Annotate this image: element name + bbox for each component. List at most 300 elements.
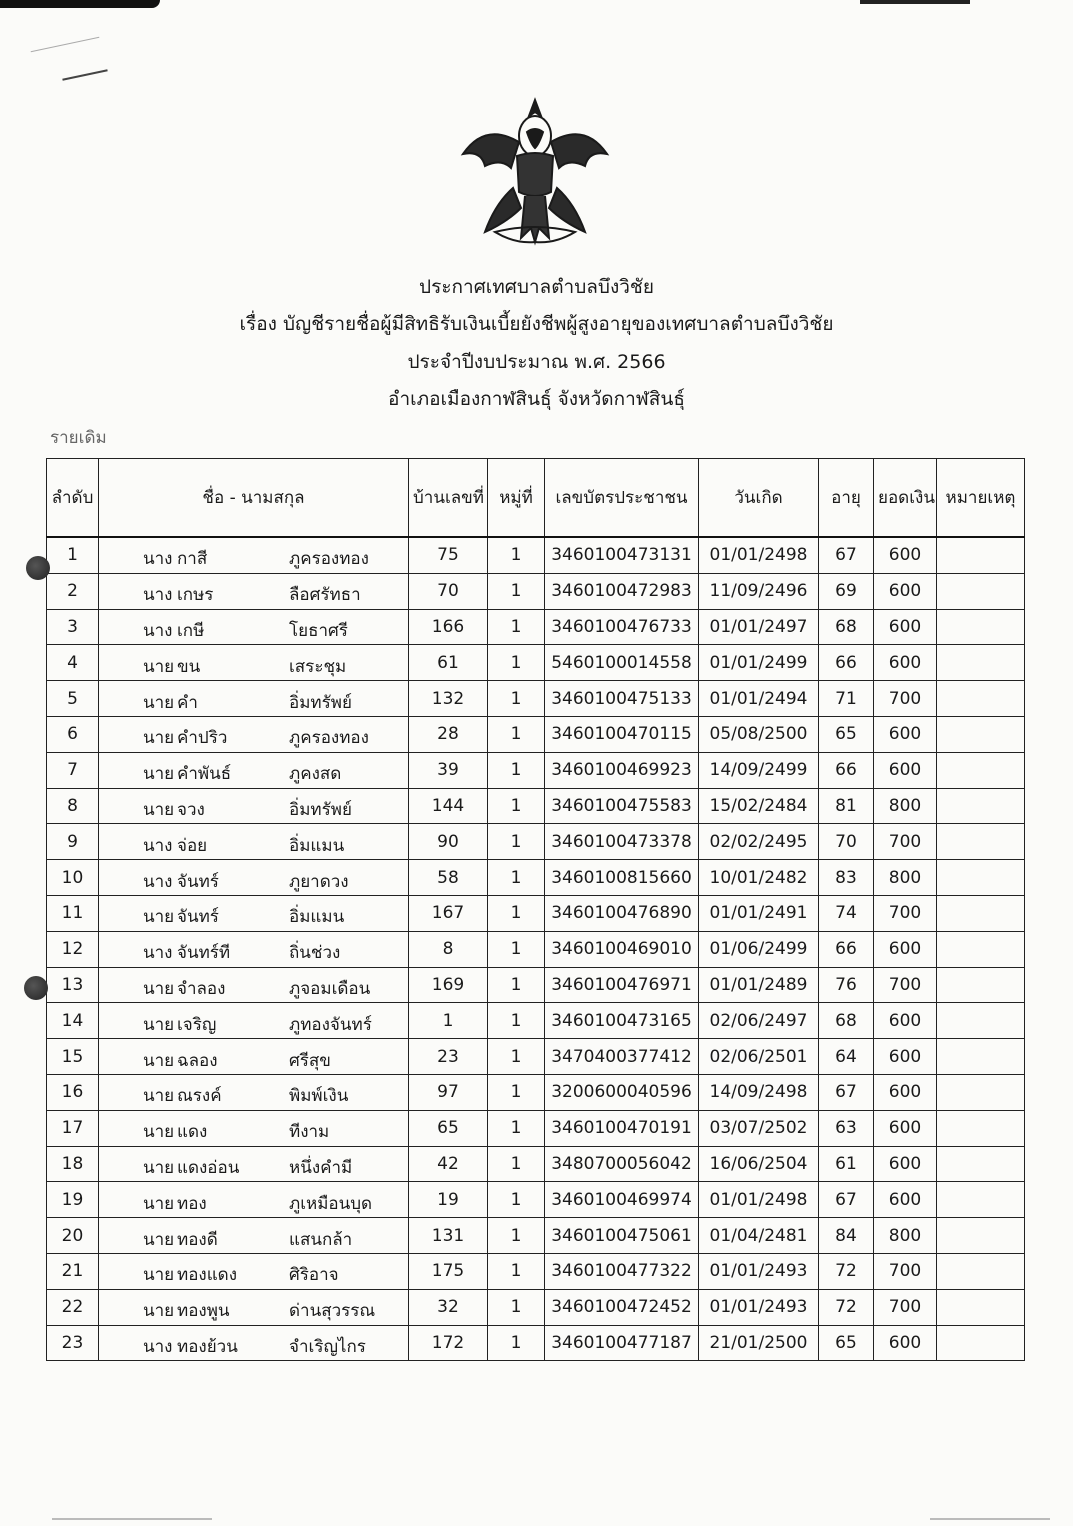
column-header-house: บ้านเลขที่ [409,459,488,538]
birth-date: 11/09/2496 [699,573,819,609]
age-value: 83 [819,860,874,896]
first-name: เกษร [177,585,214,606]
surname: ด่านสุวรรณ [289,1301,376,1322]
name-title: นาย [143,656,175,677]
remark [937,1110,1025,1146]
amount-value: 600 [874,931,937,967]
name-title: นาย [143,1229,175,1250]
birth-date: 05/08/2500 [699,716,819,752]
amount-value: 600 [874,716,937,752]
citizen-id: 3470400377412 [545,1039,699,1075]
citizen-id: 3460100469923 [545,752,699,788]
remark [937,860,1025,896]
village-number: 1 [488,967,545,1003]
table-row [47,1182,1025,1218]
row-number: 4 [47,645,99,681]
row-number: 23 [47,1325,99,1361]
amount-value: 700 [874,824,937,860]
birth-date: 10/01/2482 [699,860,819,896]
row-number: 9 [47,824,99,860]
citizen-id: 3460100470191 [545,1110,699,1146]
age-value: 66 [819,645,874,681]
house-number: 131 [409,1218,488,1254]
house-number: 90 [409,824,488,860]
amount-value: 700 [874,967,937,1003]
first-name: แดงอ่อน [177,1157,240,1178]
village-number: 1 [488,537,545,573]
birth-date: 01/01/2497 [699,609,819,645]
citizen-id: 3460100476971 [545,967,699,1003]
full-name-cell [99,1146,409,1182]
birth-date: 01/01/2498 [699,537,819,573]
first-name: ทองย้วน [177,1336,238,1357]
full-name-cell [99,967,409,1003]
first-name: ฉลอง [177,1050,218,1071]
row-number: 16 [47,1074,99,1110]
age-value: 68 [819,1003,874,1039]
full-name-cell [99,1218,409,1254]
amount-value: 600 [874,1146,937,1182]
age-value: 66 [819,931,874,967]
name-title: นาง [143,871,173,892]
house-number: 166 [409,609,488,645]
table-row [47,1110,1025,1146]
village-number: 1 [488,1003,545,1039]
birth-date: 21/01/2500 [699,1325,819,1361]
age-value: 64 [819,1039,874,1075]
first-name: กาสี [177,549,208,570]
house-number: 144 [409,788,488,824]
pen-stroke [31,37,100,53]
table-row [47,752,1025,788]
name-title: นาย [143,728,175,749]
age-value: 67 [819,537,874,573]
fiscal-year-line: ประจำปีงบประมาณ พ.ศ. 2566 [407,351,666,373]
first-name: ขน [177,656,201,677]
full-name-cell [99,1110,409,1146]
village-number: 1 [488,1218,545,1254]
name-title: นาย [143,1122,175,1143]
amount-value: 800 [874,860,937,896]
row-number: 21 [47,1253,99,1289]
table-row [47,1325,1025,1361]
age-value: 67 [819,1182,874,1218]
table-row [47,1074,1025,1110]
village-number: 1 [488,1325,545,1361]
village-number: 1 [488,573,545,609]
village-number: 1 [488,931,545,967]
citizen-id: 5460100014558 [545,645,699,681]
full-name-cell [99,752,409,788]
name-title: นาย [143,799,175,820]
name-title: นาง [143,1336,173,1357]
section-label: รายเดิม [50,428,107,448]
house-number: 175 [409,1253,488,1289]
remark [937,645,1025,681]
citizen-id: 3460100475583 [545,788,699,824]
surname: โยธาศรี [289,620,348,641]
age-value: 61 [819,1146,874,1182]
amount-value: 600 [874,1325,937,1361]
amount-value: 600 [874,1003,937,1039]
remark [937,1325,1025,1361]
row-number: 2 [47,573,99,609]
citizen-id: 3460100475133 [545,681,699,717]
row-number: 11 [47,895,99,931]
surname: อิ่มแมน [289,907,345,928]
full-name-cell [99,1253,409,1289]
row-number: 5 [47,681,99,717]
surname: ภูครองทอง [289,728,369,749]
remark [937,824,1025,860]
house-number: 39 [409,752,488,788]
name-title: นาย [143,1193,175,1214]
full-name-cell [99,716,409,752]
first-name: จันทร์ [177,907,219,928]
row-number: 12 [47,931,99,967]
amount-value: 800 [874,788,937,824]
house-number: 167 [409,895,488,931]
name-title: นาง [143,620,173,641]
table-row [47,1146,1025,1182]
remark [937,1289,1025,1325]
birth-date: 01/01/2493 [699,1253,819,1289]
row-number: 14 [47,1003,99,1039]
birth-date: 01/01/2499 [699,645,819,681]
name-title: นาย [143,1157,175,1178]
citizen-id: 3460100476733 [545,609,699,645]
name-title: นาย [143,978,175,999]
row-number: 13 [47,967,99,1003]
amount-value: 600 [874,1182,937,1218]
remark [937,681,1025,717]
birth-date: 16/06/2504 [699,1146,819,1182]
age-value: 70 [819,824,874,860]
scan-edge-mark [860,0,970,4]
table-row [47,645,1025,681]
first-name: ทอง [177,1193,207,1214]
full-name-cell [99,931,409,967]
village-number: 1 [488,752,545,788]
column-header-note: หมายเหตุ [937,459,1025,538]
age-value: 67 [819,1074,874,1110]
surname: ภูทองจันทร์ [289,1014,372,1035]
village-number: 1 [488,681,545,717]
name-title: นาย [143,1265,175,1286]
surname: ภูครองทอง [289,549,369,570]
village-number: 1 [488,1182,545,1218]
surname: อิ่มทรัพย์ [289,799,352,820]
pen-stroke [62,69,107,81]
full-name-cell [99,1039,409,1075]
age-value: 65 [819,716,874,752]
full-name-cell [99,824,409,860]
age-value: 68 [819,609,874,645]
surname: ศิริอาจ [289,1265,339,1286]
birth-date: 01/01/2491 [699,895,819,931]
name-title: นาง [143,943,173,964]
first-name: คำปริว [177,728,228,749]
citizen-id: 3480700056042 [545,1146,699,1182]
amount-value: 700 [874,895,937,931]
first-name: จันทร์ที [177,943,231,964]
row-number: 19 [47,1182,99,1218]
birth-date: 14/09/2499 [699,752,819,788]
house-number: 28 [409,716,488,752]
village-number: 1 [488,1289,545,1325]
full-name-cell [99,788,409,824]
table-row [47,860,1025,896]
house-number: 132 [409,681,488,717]
table-row [47,824,1025,860]
house-number: 8 [409,931,488,967]
age-value: 63 [819,1110,874,1146]
location-line: อำเภอเมืองกาฬสินธุ์ จังหวัดกาฬสินธุ์ [388,388,685,410]
citizen-id: 3200600040596 [545,1074,699,1110]
surname: จำเริญไกร [289,1336,366,1357]
house-number: 42 [409,1146,488,1182]
scan-edge-mark [0,0,160,8]
announcement-title: ประกาศเทศบาลตำบลบึงวิชัย [419,276,654,298]
surname: ศรีสุข [289,1050,331,1071]
punch-hole [24,976,48,1000]
house-number: 97 [409,1074,488,1110]
full-name-cell [99,573,409,609]
citizen-id: 3460100472452 [545,1289,699,1325]
first-name: ณรงค์ [177,1086,222,1107]
amount-value: 600 [874,1110,937,1146]
house-number: 75 [409,537,488,573]
row-number: 1 [47,537,99,573]
amount-value: 600 [874,609,937,645]
age-value: 76 [819,967,874,1003]
village-number: 1 [488,788,545,824]
remark [937,1253,1025,1289]
village-number: 1 [488,1074,545,1110]
surname: ทีงาม [289,1122,330,1143]
citizen-id: 3460100475061 [545,1218,699,1254]
first-name: ทองแดง [177,1265,238,1286]
column-header-moo: หมู่ที่ [488,459,545,538]
village-number: 1 [488,645,545,681]
full-name-cell [99,537,409,573]
village-number: 1 [488,895,545,931]
remark [937,609,1025,645]
birth-date: 01/01/2498 [699,1182,819,1218]
house-number: 65 [409,1110,488,1146]
remark [937,537,1025,573]
citizen-id: 3460100469010 [545,931,699,967]
name-title: นาง [143,549,173,570]
amount-value: 600 [874,573,937,609]
citizen-id: 3460100473165 [545,1003,699,1039]
first-name: คำ [177,692,198,713]
birth-date: 15/02/2484 [699,788,819,824]
table-row [47,609,1025,645]
name-title: นาง [143,835,173,856]
row-number: 8 [47,788,99,824]
row-number: 7 [47,752,99,788]
row-number: 17 [47,1110,99,1146]
table-row [47,967,1025,1003]
amount-value: 600 [874,1039,937,1075]
remark [937,1182,1025,1218]
house-number: 32 [409,1289,488,1325]
age-value: 72 [819,1289,874,1325]
remark [937,1039,1025,1075]
citizen-id: 3460100477187 [545,1325,699,1361]
birth-date: 01/01/2489 [699,967,819,1003]
birth-date: 01/01/2493 [699,1289,819,1325]
full-name-cell [99,1003,409,1039]
row-number: 10 [47,860,99,896]
announcement-subject: เรื่อง บัญชีรายชื่อผู้มีสิทธิรับเงินเบี้ยยังชีพผู้สูงอายุของเทศบาลตำบลบึงวิชัย [239,313,834,335]
house-number: 70 [409,573,488,609]
name-title: นาย [143,1014,175,1035]
column-header-name: ชื่อ - นามสกุล [99,459,409,538]
surname: ภูจอมเดือน [289,978,371,999]
house-number: 19 [409,1182,488,1218]
surname: อิ่มทรัพย์ [289,692,352,713]
first-name: คำพันธ์ [177,764,232,785]
row-number: 6 [47,716,99,752]
name-title: นาย [143,692,175,713]
table-row [47,1253,1025,1289]
first-name: จันทร์ [177,871,219,892]
remark [937,1146,1025,1182]
age-value: 71 [819,681,874,717]
name-title: นาง [143,585,173,606]
village-number: 1 [488,1146,545,1182]
row-number: 22 [47,1289,99,1325]
house-number: 58 [409,860,488,896]
remark [937,573,1025,609]
village-number: 1 [488,824,545,860]
surname: ภูยาดวง [289,871,349,892]
first-name: ทองดี [177,1229,218,1250]
name-title: นาย [143,1086,175,1107]
column-header-age: อายุ [819,459,874,538]
remark [937,788,1025,824]
citizen-id: 3460100476890 [545,895,699,931]
surname: หนึ่งคำมี [289,1157,353,1178]
table-header-row [47,459,1025,538]
surname: ภูเหมือนบุด [289,1193,373,1214]
name-title: นาย [143,1301,175,1322]
age-value: 69 [819,573,874,609]
full-name-cell [99,1074,409,1110]
age-value: 72 [819,1253,874,1289]
name-title: นาย [143,1050,175,1071]
house-number: 169 [409,967,488,1003]
birth-date: 14/09/2498 [699,1074,819,1110]
remark [937,1003,1025,1039]
table-row [47,573,1025,609]
house-number: 61 [409,645,488,681]
table-row [47,1218,1025,1254]
surname: แสนกล้า [289,1229,353,1250]
row-number: 20 [47,1218,99,1254]
surname: ลือศรัทธา [289,585,361,606]
table-row [47,931,1025,967]
remark [937,716,1025,752]
first-name: เกษี [177,620,205,641]
name-title: นาย [143,907,175,928]
table-row [47,716,1025,752]
remark [937,1218,1025,1254]
row-number: 18 [47,1146,99,1182]
surname: เสระชุม [289,656,347,677]
surname: ถิ่นช่วง [289,943,341,964]
citizen-id: 3460100473378 [545,824,699,860]
amount-value: 700 [874,681,937,717]
full-name-cell [99,1325,409,1361]
full-name-cell [99,681,409,717]
birth-date: 01/01/2494 [699,681,819,717]
amount-value: 600 [874,1074,937,1110]
remark [937,895,1025,931]
punch-hole [26,556,50,580]
birth-date: 02/06/2497 [699,1003,819,1039]
column-header-no: ลำดับ [47,459,99,538]
row-number: 15 [47,1039,99,1075]
amount-value: 600 [874,537,937,573]
birth-date: 03/07/2502 [699,1110,819,1146]
age-value: 81 [819,788,874,824]
full-name-cell [99,1289,409,1325]
full-name-cell [99,609,409,645]
remark [937,752,1025,788]
citizen-id: 3460100815660 [545,860,699,896]
surname: พิมพ์เงิน [289,1086,349,1107]
full-name-cell [99,1182,409,1218]
remark [937,967,1025,1003]
table-row [47,537,1025,573]
first-name: จ่อย [177,835,208,856]
table-row [47,681,1025,717]
full-name-cell [99,860,409,896]
garuda-emblem-icon [455,92,615,252]
amount-value: 700 [874,1289,937,1325]
citizen-id: 3460100473131 [545,537,699,573]
table-row [47,1003,1025,1039]
scan-edge-mark [930,1518,1050,1520]
full-name-cell [99,895,409,931]
citizen-id: 3460100470115 [545,716,699,752]
birth-date: 02/06/2501 [699,1039,819,1075]
birth-date: 02/02/2495 [699,824,819,860]
beneficiary-table [46,458,1025,1361]
first-name: จำลอง [177,978,226,999]
village-number: 1 [488,716,545,752]
scan-edge-mark [52,1518,212,1520]
remark [937,931,1025,967]
first-name: เจริญ [177,1014,217,1035]
column-header-id: เลขบัตรประชาชน [545,459,699,538]
age-value: 65 [819,1325,874,1361]
first-name: ทองพูน [177,1301,230,1322]
village-number: 1 [488,609,545,645]
table-row [47,1039,1025,1075]
birth-date: 01/06/2499 [699,931,819,967]
table-row [47,895,1025,931]
remark [937,1074,1025,1110]
column-header-amount: ยอดเงิน [874,459,937,538]
citizen-id: 3460100477322 [545,1253,699,1289]
column-header-dob: วันเกิด [699,459,819,538]
amount-value: 700 [874,1253,937,1289]
amount-value: 600 [874,645,937,681]
